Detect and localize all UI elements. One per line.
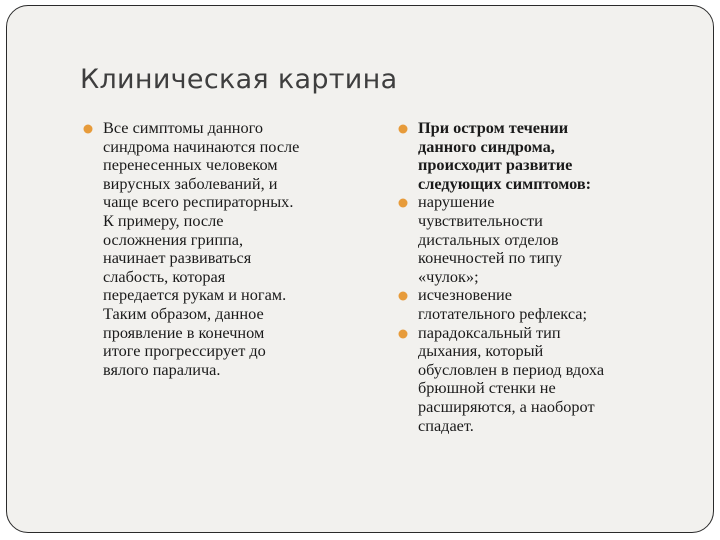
bullet-icon — [398, 291, 408, 301]
text-line: дистальных отделов — [418, 229, 559, 249]
text-line: вялого паралича. — [103, 359, 221, 379]
text-line: К примеру, после — [103, 210, 224, 230]
bullet-text — [418, 193, 698, 286]
text-line: «чулок»; — [418, 266, 479, 286]
text-line: начинает развиваться — [103, 248, 252, 268]
text-line: следующих симптомов: — [418, 173, 592, 193]
bullet-icon — [83, 124, 93, 134]
text-line: нарушение — [418, 192, 495, 212]
left-bullet-text — [103, 119, 368, 379]
left-bullet — [83, 119, 368, 379]
text-line: слабость, которая — [103, 266, 226, 286]
text-line: данного синдрома, — [418, 136, 555, 156]
text-line: итоге прогрессирует до — [103, 341, 266, 361]
text-line: глотательного рефлекса; — [418, 303, 587, 323]
right-bullet-breathing — [398, 324, 698, 436]
text-line: исчезновение — [418, 285, 512, 305]
text-line: осложнения гриппа, — [103, 229, 244, 249]
text-line: Таким образом, данное — [103, 303, 264, 323]
text-line: При остром течении — [418, 118, 569, 137]
text-line: Все симптомы данного — [103, 118, 264, 137]
text-line: чаще всего респираторных. — [103, 192, 294, 212]
text-line: обусловлен в период вдоха — [418, 359, 605, 379]
text-line: синдрома начинаются после — [103, 136, 300, 156]
text-line: происходит развитие — [418, 155, 573, 175]
text-line: перенесенных человеком — [103, 155, 278, 175]
slide-title: Клиническая картина — [80, 64, 398, 95]
text-line: конечностей по типу — [418, 248, 563, 268]
slide — [6, 5, 714, 533]
text-line: проявление в конечном — [103, 322, 265, 342]
text-line: передается рукам и ногам. — [103, 285, 287, 305]
text-line: парадоксальный тип — [418, 322, 561, 342]
left-column — [83, 119, 368, 379]
text-line: чувствительности — [418, 210, 543, 230]
right-bullet-sensitivity — [398, 193, 698, 286]
right-bullet-heading — [398, 119, 698, 193]
text-line: расширяются, а наоборот — [418, 396, 595, 416]
text-line: спадает. — [418, 415, 474, 435]
bullet-icon — [398, 329, 408, 339]
text-line: дыхания, который — [418, 341, 544, 361]
bullet-heading-text — [418, 119, 698, 193]
bullet-text — [418, 324, 698, 436]
right-bullet-reflex — [398, 286, 698, 323]
text-line: брюшной стенки не — [418, 378, 556, 398]
text-line: вирусных заболеваний, и — [103, 173, 278, 193]
bullet-text — [418, 286, 698, 323]
bullet-icon — [398, 198, 408, 208]
right-column — [398, 119, 698, 435]
bullet-icon — [398, 124, 408, 134]
